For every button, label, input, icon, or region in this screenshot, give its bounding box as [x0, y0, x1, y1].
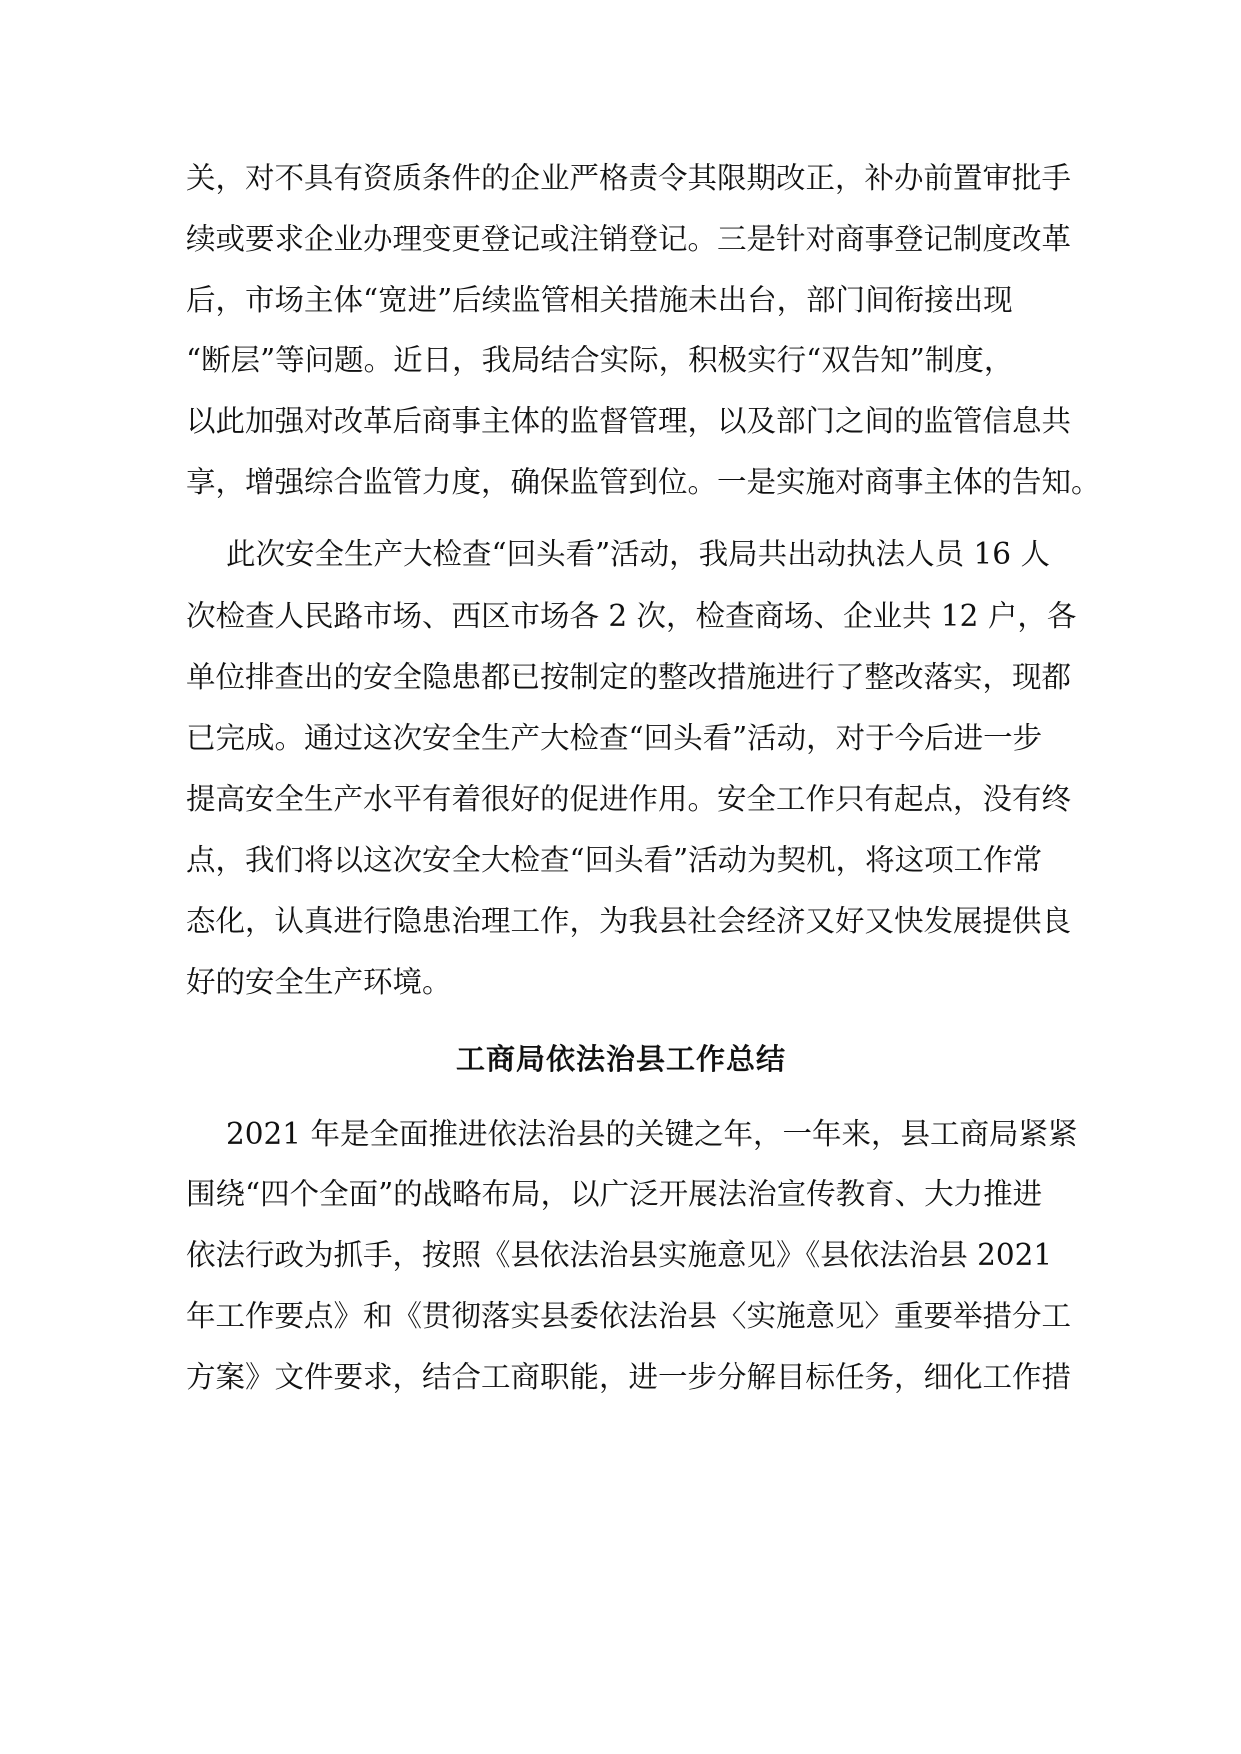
text-line: 年工作要点》和《贯彻落实县委依法治县〈实施意见〉重要举措分工	[186, 1299, 1072, 1333]
text-line: 后，市场主体“宽进”后续监管相关措施未出台，部门间衔接出现	[186, 283, 1013, 317]
text-line: 好的安全生产环境。	[186, 965, 452, 999]
text-line: “断层”等问题。近日，我局结合实际，积极实行“双告知”制度，	[186, 343, 1014, 377]
text-line: 围绕“四个全面”的战略布局，以广泛开展法治宣传教育、大力推进	[186, 1177, 1043, 1211]
text-line: 关，对不具有资质条件的企业严格责令其限期改正，补办前置审批手	[186, 161, 1072, 195]
text-line: 2021 年是全面推进依法治县的关键之年，一年来，县工商局紧紧	[226, 1117, 1078, 1151]
text-line: 单位排查出的安全隐患都已按制定的整改措施进行了整改落实，现都	[186, 660, 1072, 694]
text-line: 续或要求企业办理变更登记或注销登记。三是针对商事登记制度改革	[186, 222, 1072, 256]
text-line: 提高安全生产水平有着很好的促进作用。安全工作只有起点，没有终	[186, 782, 1072, 816]
text-line: 享，增强综合监管力度，确保监管到位。一是实施对商事主体的告知。	[186, 465, 1101, 499]
text-line: 以此加强对改革后商事主体的监督管理，以及部门之间的监管信息共	[186, 404, 1072, 438]
text-line: 点，我们将以这次安全大检查“回头看”活动为契机，将这项工作常	[186, 843, 1043, 877]
text-line: 态化，认真进行隐患治理工作，为我县社会经济又好又快发展提供良	[186, 904, 1072, 938]
text-line: 方案》文件要求，结合工商职能，进一步分解目标任务，细化工作措	[186, 1360, 1072, 1394]
text-line: 已完成。通过这次安全生产大检查“回头看”活动，对于今后进一步	[186, 721, 1043, 755]
text-line: 次检查人民路市场、西区市场各 2 次，检查商场、企业共 12 户，各	[186, 599, 1077, 633]
text-line: 依法行政为抓手，按照《县依法治县实施意见》《县依法治县 2021	[186, 1238, 1053, 1272]
section-heading: 工商局依法治县工作总结	[455, 1042, 786, 1076]
text-line: 此次安全生产大检查“回头看”活动，我局共出动执法人员 16 人	[226, 537, 1050, 571]
